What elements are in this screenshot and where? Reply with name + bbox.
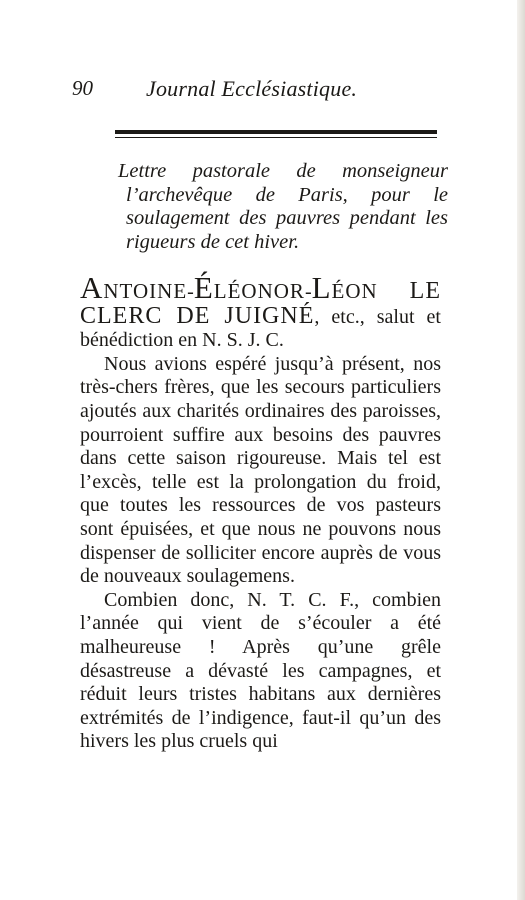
page-edge — [517, 0, 525, 900]
paragraph-1: Nous avions espéré jusqu’à présent, nos très-chers frères, que les secours particuliers ajoutés aux charités ordinaires des paroisses, pourroient suffire aux besoins des pauvres dans cette saison rigoureuse. Mais tel est l’excès, telle est la prolongation du froid, que toutes les ressources de vos pasteurs sont épuisées, et que nous ne pouvons nous dispenser de solliciter encore auprès de vous de nouveaux soulagemens. — [80, 352, 441, 588]
opening-hyphen-2: - — [304, 281, 312, 303]
opening-name-first: NTOINE — [103, 279, 188, 303]
opening-name-third: ÉON — [331, 279, 410, 303]
opening-initial-l: L — [311, 270, 332, 305]
page-number: 90 — [72, 76, 93, 100]
opening-paragraph — [80, 270, 441, 353]
body-text — [80, 270, 441, 754]
opening-name-second: LÉONOR — [213, 279, 305, 303]
opening-initial-e: É — [193, 270, 214, 305]
header-rule-thick — [115, 130, 437, 134]
paragraph-2: Combien donc, N. T. C. F., combien l’année qui vient de s’écouler a été malheureuse ! Après qu’une grêle désastreuse a dévasté les campagnes, et réduit leurs tristes habitans aux dernières extrémités de l’indigence, faut-il qu’un des hivers les plus cruels qui — [80, 588, 441, 753]
opening-rest: , etc., salut et bénédiction en N. S. J. C. — [80, 305, 441, 352]
section-heading: Lettre pastorale de monseigneur l’archevêque de Paris, pour le soulagement des pauvres pendant les rigueurs de cet hiver. — [118, 160, 448, 253]
running-title: Journal Ecclésiastique. — [146, 76, 358, 101]
opening-surname: LE CLERC DE JUIGNÉ — [80, 278, 441, 329]
opening-hyphen-1: - — [187, 281, 194, 303]
opening-initial-a: A — [80, 270, 104, 305]
running-header — [72, 76, 392, 110]
header-rule-thin — [115, 137, 437, 138]
